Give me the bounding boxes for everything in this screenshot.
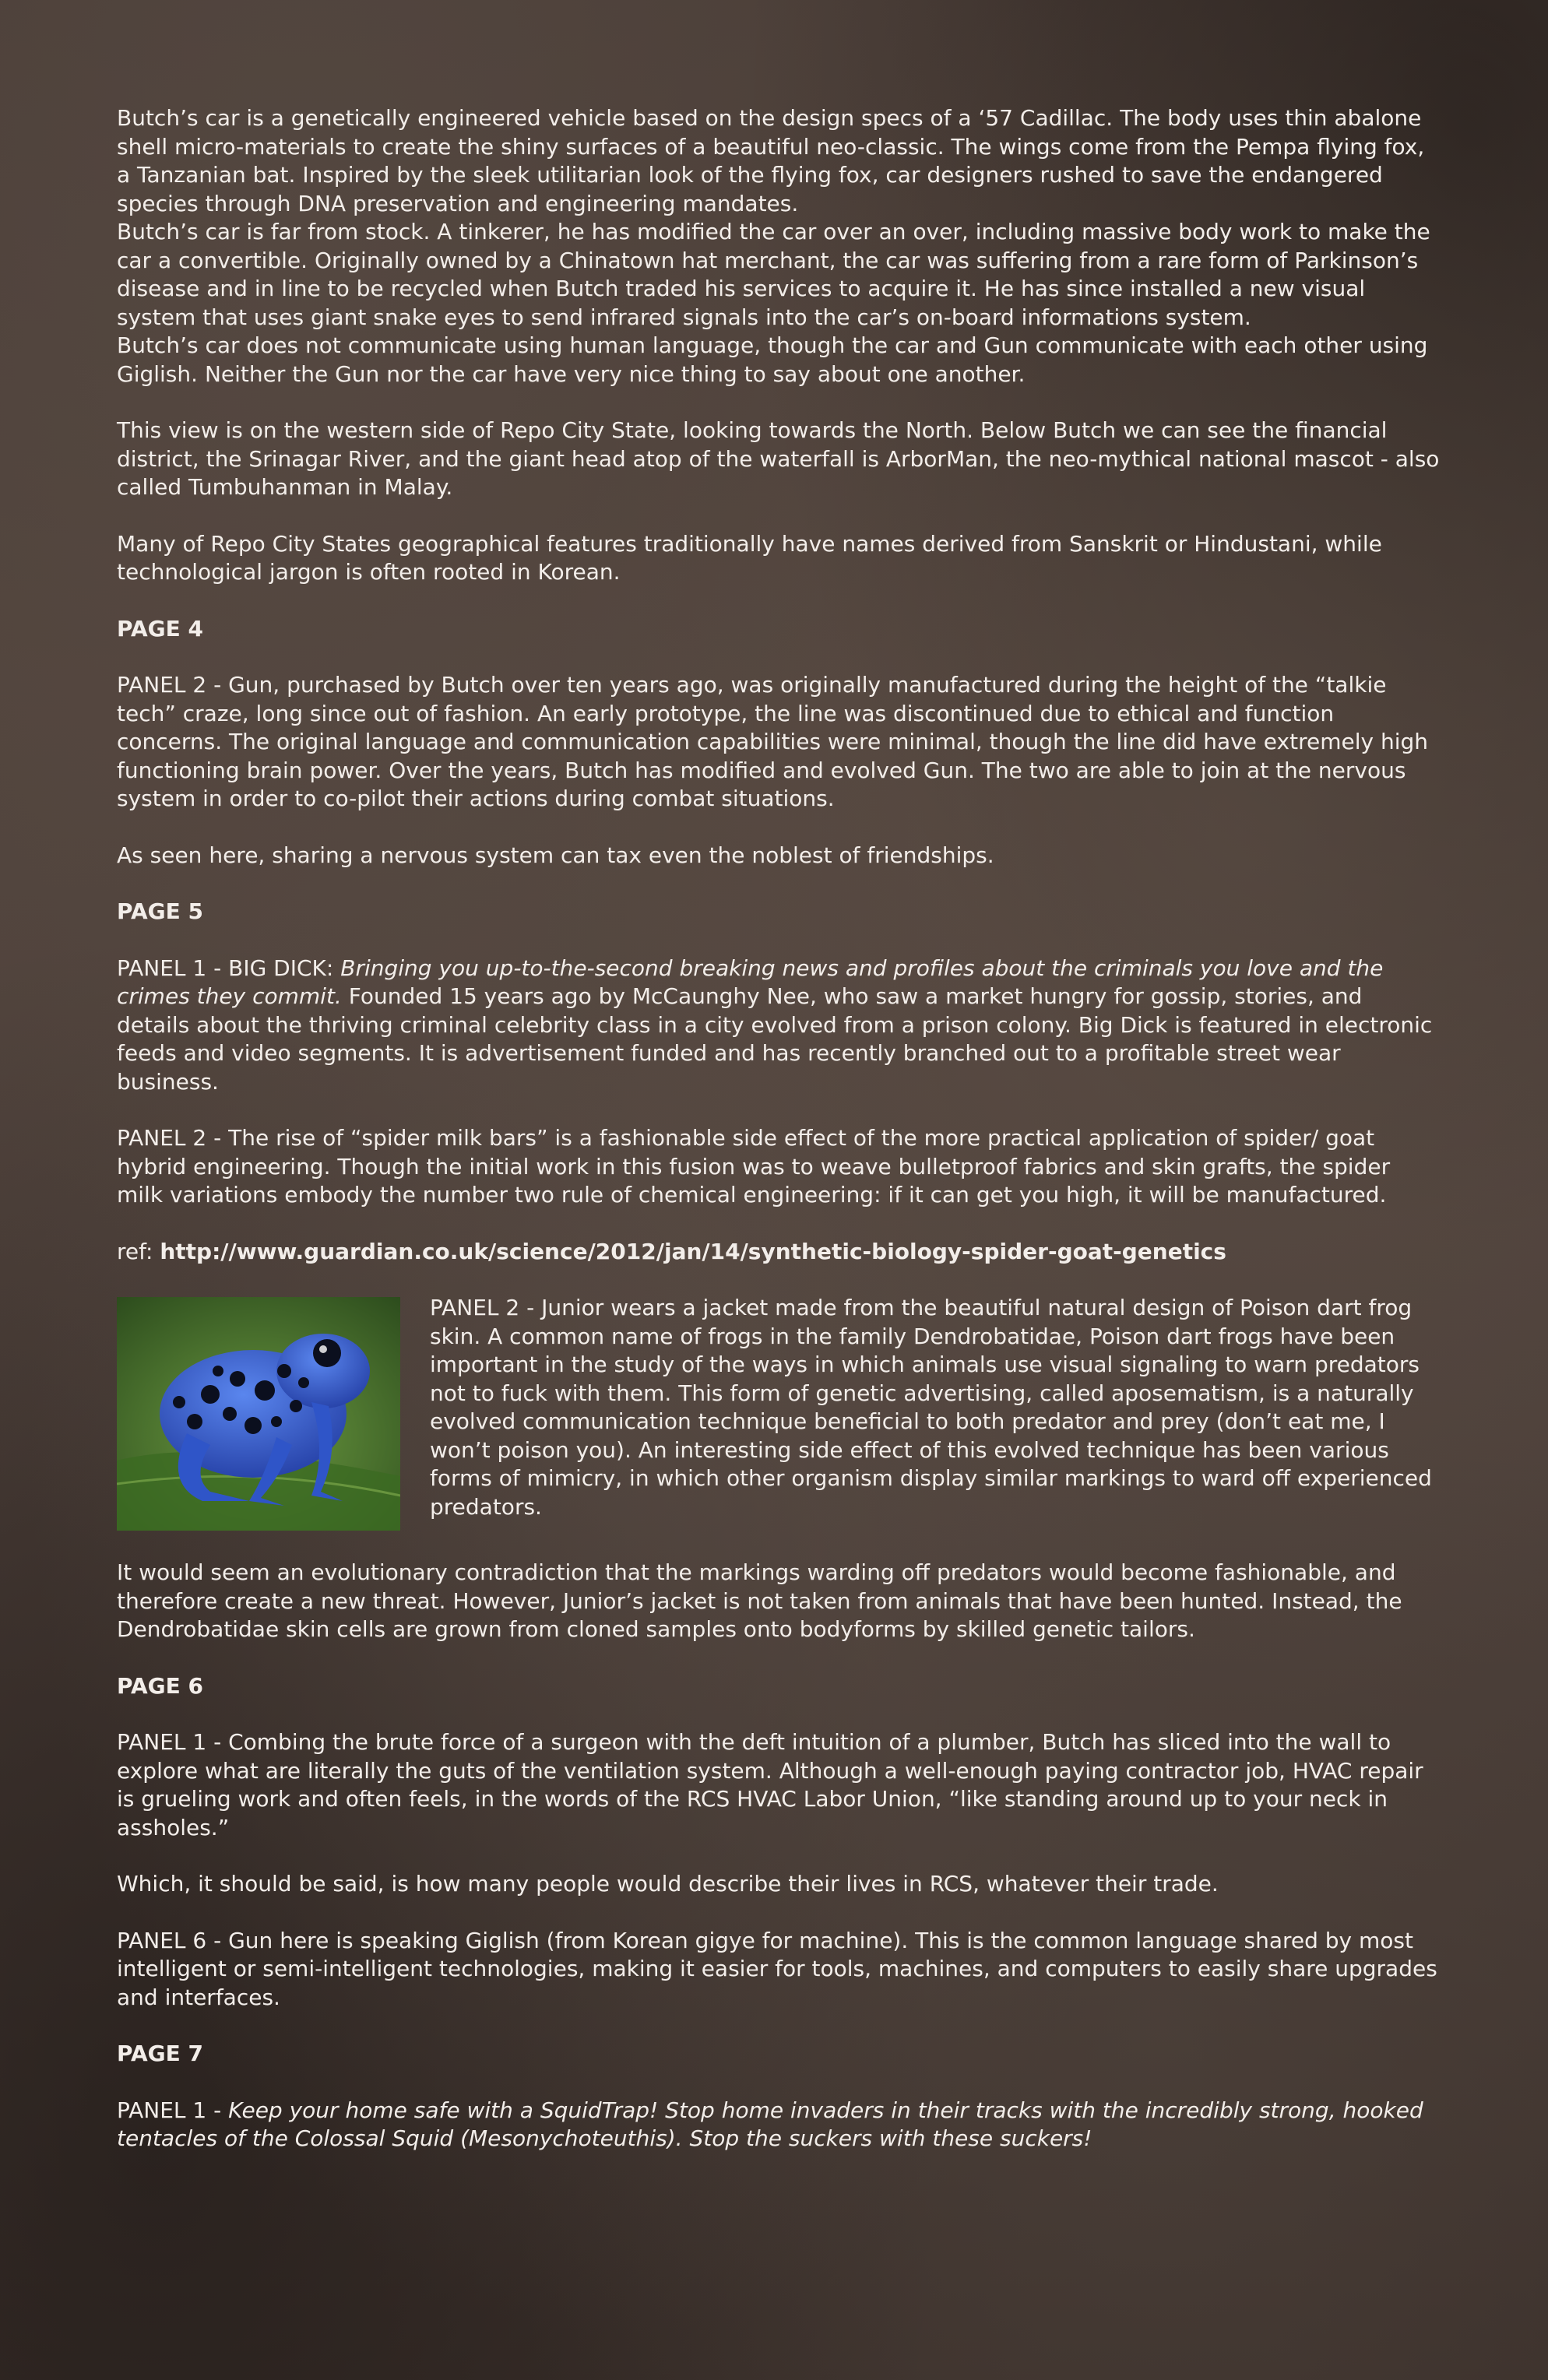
frog-illustration (117, 1297, 400, 1531)
naming-paragraph: Many of Repo City States geographical features traditionally have names derived from Sanskrit or Hindustani, while technological jargon is often rooted in Korean. (117, 530, 1382, 585)
panel1-body: Founded 15 years ago by McCaunghy Nee, who saw a market hungry for gossip, stories, and details about the thriving criminal celebrity class in a city evolved from a prison colony. Big Dick is featured in electronic feeds and video segments. It is advertisement funded and has recently branched out to a profitable street wear business. (117, 983, 1433, 1095)
page5-panel2: PANEL 2 - The rise of “spider milk bars” is a fashionable side effect of the more practical application of spider/ goat hybrid engineering. Though the initial work in this fusion was to weave bulletproof fabrics and skin grafts, the spider milk variations embody the number two rule of chemical engineering: if it can get you high, it will be manufactured. (117, 1125, 1391, 1208)
page6-section (117, 1672, 1441, 2013)
page6-panel6: PANEL 6 - Gun here is speaking Giglish (from Korean gigye for machine). This is the common language shared by most intelligent or semi-intelligent technologies, making it easier for tools, machines, and computers to easily share upgrades and interfaces. (117, 1927, 1437, 2010)
page7-panel1 (117, 2097, 1441, 2153)
intro-section (117, 104, 1441, 587)
frog-panel-text: PANEL 2 - Junior wears a jacket made from the beautiful natural design of Poison dart frog skin. A common name of frogs in the family Dendrobatidae, Poison dart frogs have been important in the study of the ways in which animals use visual signaling to warn predators not to fuck with them. This form of genetic advertising, called aposematism, is a naturally evolved communication technique beneficial to both predator and prey (don’t eat me, I won’t poison you). An interesting side effect of this evolved technique has been various forms of mimicry, in which other organism display similar markings to ward off experienced predators. (430, 1295, 1432, 1520)
city-view-paragraph: This view is on the western side of Repo City State, looking towards the North. Below Butch we can see the financial district, the Srinagar River, and the giant head atop of the waterfall is ArborMan, the neo-mythical national mascot - also called Tumbuhanman in Malay. (117, 417, 1440, 500)
reference-url: http://www.guardian.co.uk/science/2012/jan/14/synthetic-biology-spider-goat-genetics (160, 1238, 1226, 1264)
car-design-paragraph: Butch’s car is a genetically engineered vehicle based on the design specs of a ‘57 Cadillac. The body uses thin abalone shell micro-materials to create the shiny surfaces of a beautiful neo-classic. The wings come from the Pempa flying fox, a Tanzanian bat. Inspired by the sleek utilitarian look of the flying fox, car designers rushed to save the endangered species through DNA preservation and engineering mandates. (117, 105, 1425, 216)
car-modification-paragraph: Butch’s car is far from stock. A tinkerer, he has modified the car over an over, including massive body work to make the car a convertible. Originally owned by a Chinatown hat merchant, the car was suffering from a rare form of Parkinson’s disease and in line to be recycled when Butch traded his services to acquire it. He has since installed a new visual system that uses giant snake eyes to send infrared signals into the car’s on-board informations system. (117, 219, 1430, 330)
big-dick-tagline: Bringing you up-to-the-second breaking news and profiles about the criminals you love and the crimes they commit. (117, 954, 1384, 1009)
reference-line (117, 1238, 1441, 1267)
page5-panel1 (117, 954, 1441, 1097)
page4-section (117, 615, 1441, 870)
page6-heading: PAGE 6 (117, 1672, 203, 1699)
page7-heading: PAGE 7 (117, 2041, 203, 2066)
page7-section (117, 2040, 1441, 2153)
page5-heading: PAGE 5 (117, 898, 203, 924)
notes-page (117, 104, 1441, 2181)
squidtrap-ad: Keep your home safe with a SquidTrap! Stop home invaders in their tracks with the incredibly strong, hooked tentacles of the Colossal Squid (Mesonychoteuthis). Stop the suckers with these suckers! (117, 2097, 1423, 2151)
reference-label: ref: (117, 1238, 160, 1264)
page4-panel2: PANEL 2 - Gun, purchased by Butch over ten years ago, was originally manufactured during the height of the “talkie tech” craze, long since out of fashion. An early prototype, the line was discontinued due to ethical and function concerns. The original language and communication capabilities were minimal, though the line did have extremely high functioning brain power. Over the years, Butch has modified and evolved Gun. The two are able to join at the nervous system in order to co-pilot their actions during combat situations. (117, 672, 1429, 811)
car-communication-paragraph: Butch’s car does not communicate using human language, though the car and Gun communicate with each other using Giglish. Neither the Gun nor the car have very nice thing to say about one another. (117, 332, 1428, 387)
page4-note: As seen here, sharing a nervous system can tax even the noblest of friendships. (117, 842, 994, 868)
poison-dart-frog-image (117, 1297, 400, 1531)
page6-note: Which, it should be said, is how many people would describe their lives in RCS, whatever their trade. (117, 1871, 1219, 1897)
page6-panel1: PANEL 1 - Combing the brute force of a surgeon with the deft intuition of a plumber, Butch has sliced into the wall to explore what are literally the guts of the ventilation system. Although a well-enough paying contractor job, HVAC repair is grueling work and often feels, in the words of the RCS HVAC Labor Union, “like standing around up to your neck in assholes.” (117, 1729, 1423, 1840)
page5-section (117, 898, 1441, 1644)
frog-block (117, 1294, 1441, 1531)
page4-heading: PAGE 4 (117, 615, 203, 642)
panel1-lead: PANEL 1 - (117, 2097, 229, 2123)
panel1-lead: PANEL 1 - BIG DICK: (117, 954, 341, 981)
frog-note: It would seem an evolutionary contradiction that the markings warding off predators would become fashionable, and therefore create a new threat. However, Junior’s jacket is not taken from animals that have been hunted. Instead, the Dendrobatidae skin cells are grown from cloned samples onto bodyforms by skilled genetic tailors. (117, 1559, 1402, 1642)
